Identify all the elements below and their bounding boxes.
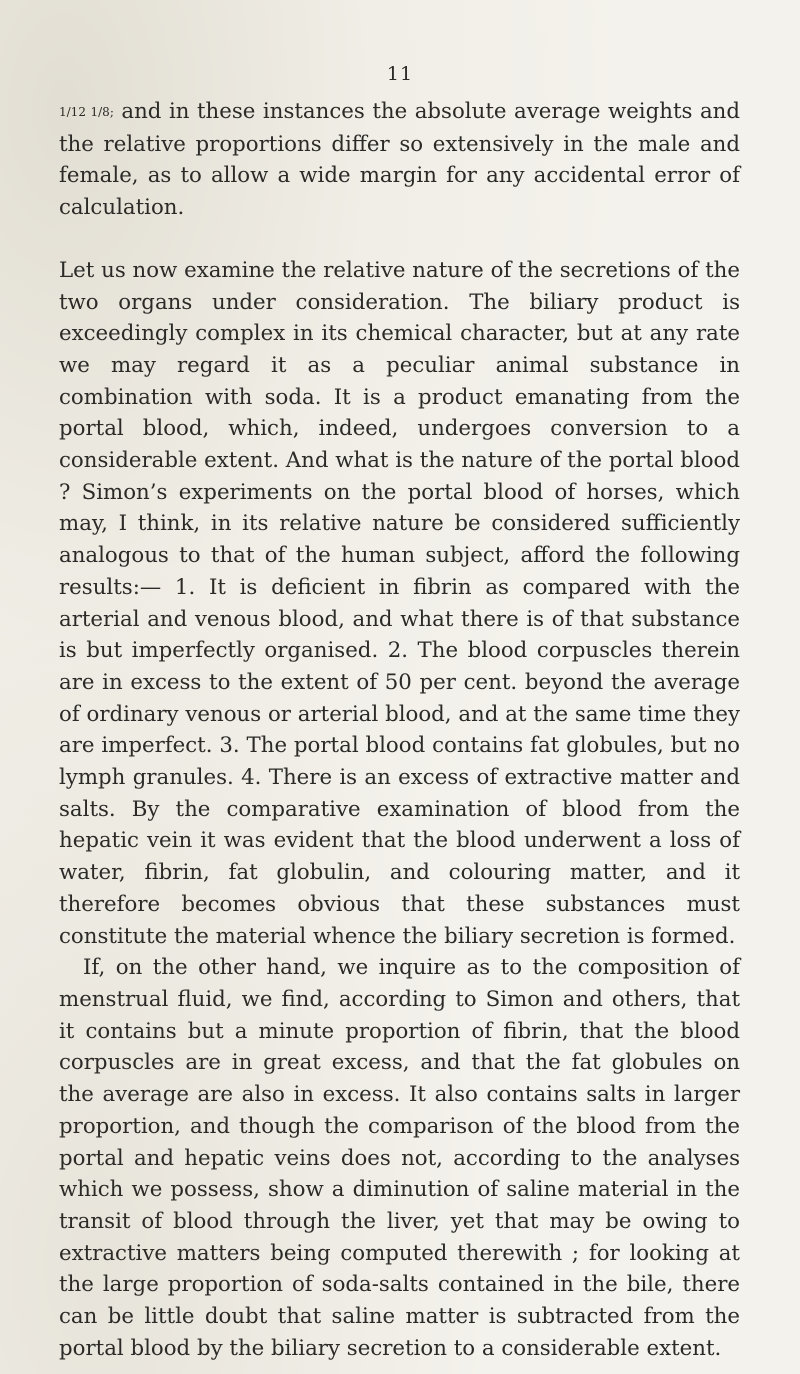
paragraph-continuation (59, 96, 740, 224)
page-number: 11 (386, 63, 414, 85)
paragraph-menstrual-fluid: If, on the other hand, we inquire as to the composition of menstrual fluid, we find, according to Simon and others, that it contains but a minute proportion of fibrin, that the blood corpuscles are in great excess, and that the fat globules on the average are also in excess. It also contains salts in larger proportion, and though the comparison of the blood from the portal and hepatic veins does not, according to the analyses which we possess, show a diminution of saline material in the transit of blood through the liver, yet that may be owing to extractive matters being computed therewith ; for looking at the large proportion of soda-salts contained in the bile, there can be little doubt that saline matter is subtracted from the portal blood by the biliary secretion to a considerable extent. (59, 955, 740, 1361)
paragraph-secretions: Let us now examine the relative nature of the secretions of the two organs under consideration. The biliary product is exceedingly complex in its chemical character, but at any rate we may regard it as a peculiar animal substance in combination with soda. It is a product emanating from the portal blood, which, indeed, undergoes conversion to a considerable extent. And what is the nature of the portal blood ? Simon’s experiments on the portal blood of horses, which may, I think, in its relative nature be considered sufficiently analogous to that of the human subject, afford the following results:— 1. It is deficient in fibrin as compared with the arterial and venous blood, and what there is of that substance is but imperfectly organised. 2. The blood corpuscles therein are in excess to the extent of 50 per cent. beyond the average of ordinary venous or arterial blood, and at the same time they are imperfect. 3. The portal blood contains fat globules, but no lymph granules. 4. There is an excess of extractive matter and salts. By the comparative examination of blood from the hepatic vein it was evident that the blood underwent a loss of water, fibrin, fat globulin, and colouring matter, and it therefore becomes obvious that these substances must constitute the material whence the biliary secretion is formed. (59, 257, 740, 949)
fraction-fragment: 1/12 1/8; (59, 105, 114, 119)
paragraph-continuation-text: and in these instances the absolute average weights and the relative proportions differ so extensively in the male and female, as to allow a wide margin for any accidental error of calculation. (59, 99, 741, 221)
body-text (59, 96, 740, 1364)
